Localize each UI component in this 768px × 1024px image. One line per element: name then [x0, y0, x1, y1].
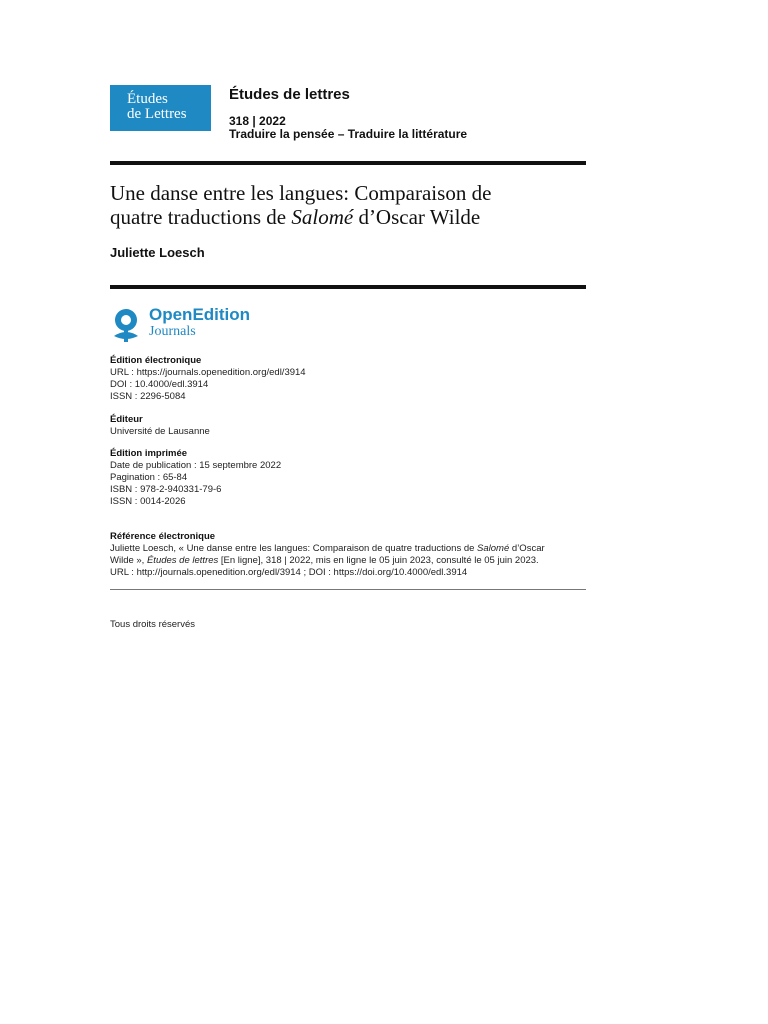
title-text: quatre traductions de: [110, 205, 292, 229]
issn-text: ISSN : 2296-5084: [110, 391, 186, 402]
reference-links[interactable]: URL : http://journals.openedition.org/edl/3914 ; DOI : https://doi.org/10.4000/edl.3914: [110, 567, 468, 578]
issn-print-text: ISSN : 0014-2026: [110, 496, 186, 507]
url-link[interactable]: URL : https://journals.openedition.org/edl/3914: [110, 367, 306, 378]
publication-date: Date de publication : 15 septembre 2022: [110, 460, 282, 471]
section-heading: Éditeur: [110, 414, 143, 425]
ref-text: Wilde »,: [110, 555, 147, 566]
ref-italic: Salomé: [477, 543, 510, 554]
middle-rule: [110, 285, 586, 289]
ref-text-end: [En ligne], 318 | 2022, mis en ligne le 05 juin 2023, consulté le 05 juin 2023.: [218, 555, 539, 566]
editeur: [110, 414, 210, 438]
reference-line2: [110, 555, 590, 567]
section-heading: Édition imprimée: [110, 448, 188, 459]
title-text-end: d’Oscar Wilde: [353, 205, 481, 229]
bottom-rule: [110, 589, 586, 590]
edition-electronique: [110, 355, 306, 403]
openedition-sub: Journals: [149, 324, 196, 339]
journal-title: Études de lettres: [229, 86, 350, 103]
logo-line1: Études: [127, 91, 168, 107]
isbn-text: ISBN : 978-2-940331-79-6: [110, 484, 222, 495]
title-line1: Une danse entre les langues: Comparaison de: [110, 181, 492, 205]
pagination: Pagination : 65-84: [110, 472, 188, 483]
reference-line1: [110, 543, 590, 555]
publisher-name: Université de Lausanne: [110, 426, 210, 437]
title-italic: Salomé: [291, 205, 354, 229]
rights-notice: Tous droits réservés: [110, 619, 196, 630]
author-name: Juliette Loesch: [110, 245, 205, 260]
top-rule: [110, 161, 586, 165]
openedition-name: OpenEdition: [149, 305, 251, 324]
reference-electronique: [110, 531, 590, 579]
title-line2: [110, 205, 580, 229]
journal-logo: [110, 85, 211, 131]
edition-imprimee: [110, 448, 281, 508]
ref-text: Juliette Loesch, « Une danse entre les langues: Comparaison de quatre traductions de: [110, 543, 478, 554]
issue-number: 318 | 2022: [229, 114, 286, 128]
section-heading: Référence électronique: [110, 531, 216, 542]
ref-text-end: d’Oscar: [509, 543, 545, 554]
section-heading: Édition électronique: [110, 355, 202, 366]
logo-line2: de Lettres: [127, 106, 187, 122]
doi-text: DOI : 10.4000/edl.3914: [110, 379, 209, 390]
article-title: [110, 181, 580, 229]
issue-theme: Traduire la pensée – Traduire la littérature: [229, 127, 468, 141]
ref-italic: Études de lettres: [146, 555, 219, 566]
